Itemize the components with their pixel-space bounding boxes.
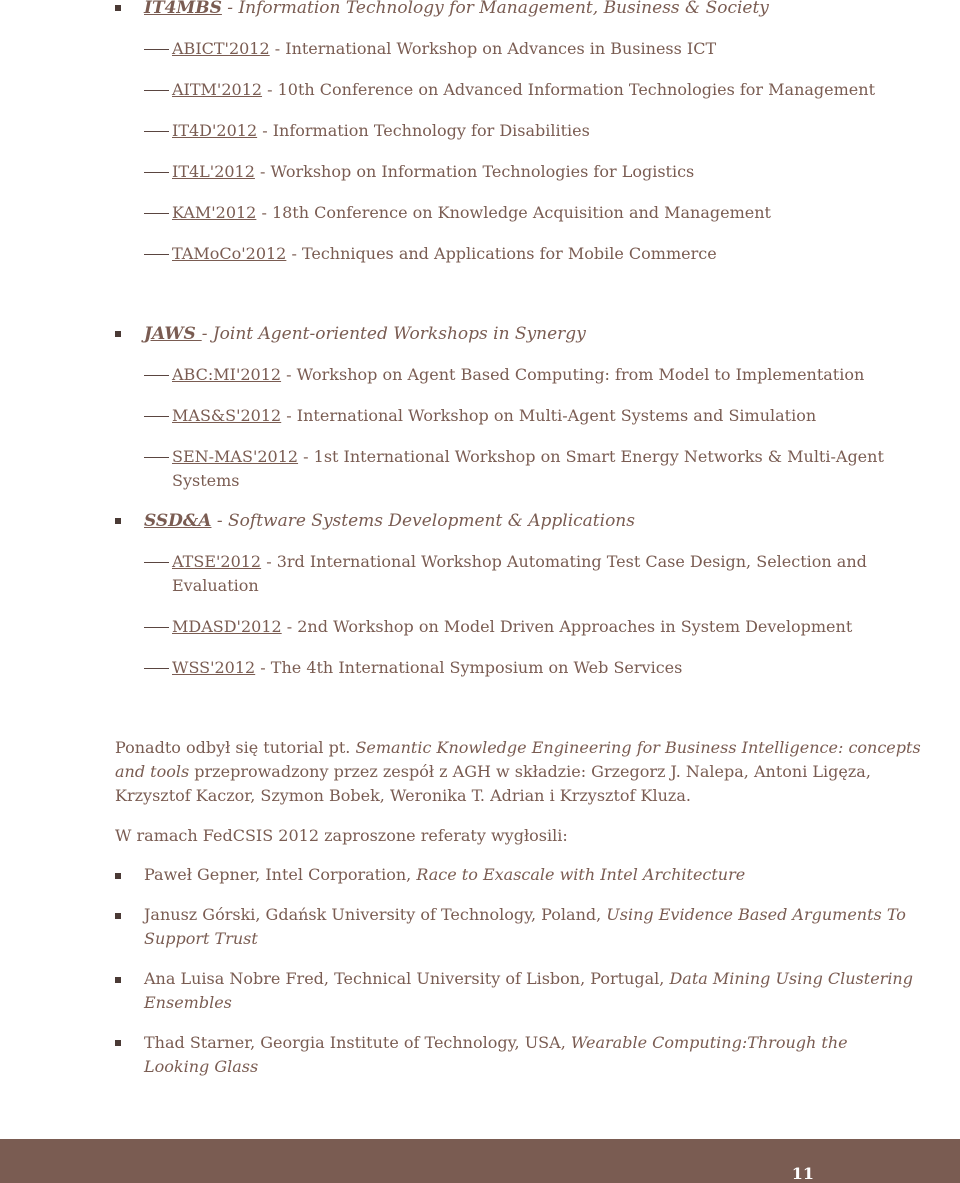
bullet-icon <box>115 518 121 524</box>
list-item <box>172 162 694 182</box>
workshop-description: - Techniques and Applications for Mobile Commerce <box>286 244 717 263</box>
workshop-code[interactable]: AITM'2012 <box>172 80 263 99</box>
invited-intro: W ramach FedCSIS 2012 zaproszone referaty wygłosili: <box>115 826 568 845</box>
workshop-description: - 3rd International Workshop Automating Test Case Design, Selection and <box>261 552 867 571</box>
list-item <box>172 406 816 426</box>
group-title-text: - Information Technology for Management, Business & Society <box>221 0 769 18</box>
group-title-ssda <box>144 511 635 531</box>
tutorial-text: Krzysztof Kaczor, Szymon Bobek, Weronika T. Adrian i Krzysztof Kluza. <box>115 786 691 805</box>
talk-title: Using Evidence Based Arguments To <box>606 905 906 924</box>
workshop-description: - Information Technology for Disabilities <box>257 121 590 140</box>
tutorial-text: przeprowadzony przez zespół z AGH w składzie: Grzegorz J. Nalepa, Antoni Ligęza, <box>189 762 871 781</box>
list-item <box>172 203 771 223</box>
workshop-code[interactable]: ABICT'2012 <box>172 39 270 58</box>
list-item <box>172 121 590 141</box>
workshop-code[interactable]: KAM'2012 <box>172 203 257 222</box>
workshop-code[interactable]: WSS'2012 <box>172 658 256 677</box>
list-item <box>172 80 875 100</box>
workshop-description: - Workshop on Information Technologies for Logistics <box>254 162 695 181</box>
speaker-item <box>144 1033 848 1053</box>
talk-title-cont: Looking Glass <box>144 1057 259 1076</box>
workshop-description-cont: Evaluation <box>172 576 259 595</box>
workshop-description: - International Workshop on Multi-Agent Systems and Simulation <box>281 406 817 425</box>
talk-title-cont: Support Trust <box>144 929 258 948</box>
talk-title: Wearable Computing:Through the <box>570 1033 848 1052</box>
dash-icon <box>144 254 169 255</box>
speaker-item <box>144 865 745 885</box>
speaker-name: Thad Starner, Georgia Institute of Technology, USA, <box>144 1033 571 1052</box>
list-item <box>172 447 884 467</box>
bullet-icon <box>115 977 121 983</box>
workshop-code[interactable]: ATSE'2012 <box>172 552 262 571</box>
workshop-description: - 1st International Workshop on Smart Energy Networks & Multi-Agent <box>298 447 884 466</box>
page-footer <box>0 1139 960 1183</box>
tutorial-text: Ponadto odbył się tutorial pt. <box>115 738 356 757</box>
list-item-continuation <box>172 471 240 491</box>
dash-icon <box>144 172 169 173</box>
workshop-code[interactable]: ABC:MI'2012 <box>172 365 282 384</box>
tutorial-title-cont: and tools <box>115 762 190 781</box>
workshop-code[interactable]: IT4D'2012 <box>172 121 258 140</box>
workshop-description: - International Workshop on Advances in Business ICT <box>269 39 717 58</box>
talk-title: Data Mining Using Clustering <box>669 969 913 988</box>
group-code[interactable]: IT4MBS <box>144 0 222 18</box>
dash-icon <box>144 375 169 376</box>
workshop-description: - 10th Conference on Advanced Information Technologies for Management <box>262 80 875 99</box>
tutorial-line-1 <box>115 738 921 758</box>
dash-icon <box>144 90 169 91</box>
speaker-name: Ana Luisa Nobre Fred, Technical University of Lisbon, Portugal, <box>144 969 670 988</box>
workshop-code[interactable]: MAS&S'2012 <box>172 406 282 425</box>
speaker-item <box>144 969 913 989</box>
workshop-code[interactable]: IT4L'2012 <box>172 162 255 181</box>
list-item <box>172 617 852 637</box>
group-title-text: - Joint Agent-oriented Workshops in Synergy <box>201 324 586 344</box>
workshop-code[interactable]: TAMoCo'2012 <box>172 244 287 263</box>
dash-icon <box>144 457 169 458</box>
group-title-text: - Software Systems Development & Applications <box>211 511 635 531</box>
workshop-code[interactable]: SEN-MAS'2012 <box>172 447 299 466</box>
group-code[interactable]: JAWS <box>144 324 202 344</box>
workshop-description: - Workshop on Agent Based Computing: from Model to Implementation <box>281 365 865 384</box>
speaker-name: Janusz Górski, Gdańsk University of Technology, Poland, <box>144 905 607 924</box>
page-number: 11 <box>791 1164 814 1183</box>
dash-icon <box>144 49 169 50</box>
dash-icon <box>144 416 169 417</box>
bullet-icon <box>115 873 121 879</box>
workshop-description: - The 4th International Symposium on Web Services <box>255 658 683 677</box>
dash-icon <box>144 131 169 132</box>
list-item <box>172 244 717 264</box>
group-title-it4mbs <box>144 0 769 18</box>
workshop-description: - 2nd Workshop on Model Driven Approaches in System Development <box>281 617 853 636</box>
list-item <box>172 552 867 572</box>
speaker-item <box>144 905 906 925</box>
dash-icon <box>144 562 169 563</box>
tutorial-line-2 <box>115 762 871 782</box>
tutorial-line-3 <box>115 786 691 806</box>
workshop-description: - 18th Conference on Knowledge Acquisition and Management <box>256 203 771 222</box>
talk-title-cont: Ensembles <box>144 993 232 1012</box>
group-title-jaws <box>144 324 586 344</box>
bullet-icon <box>115 331 121 337</box>
dash-icon <box>144 213 169 214</box>
workshop-code[interactable]: MDASD'2012 <box>172 617 282 636</box>
list-item <box>172 658 682 678</box>
tutorial-title: Semantic Knowledge Engineering for Business Intelligence: concepts <box>355 738 921 757</box>
workshop-description-cont: Systems <box>172 471 240 490</box>
bullet-icon <box>115 913 121 919</box>
list-item <box>172 365 864 385</box>
bullet-icon <box>115 1040 121 1046</box>
group-code[interactable]: SSD&A <box>144 511 212 531</box>
list-item <box>172 39 716 59</box>
bullet-icon <box>115 5 121 11</box>
list-item-continuation <box>172 576 259 596</box>
talk-title: Race to Exascale with Intel Architecture <box>416 865 746 884</box>
dash-icon <box>144 627 169 628</box>
speaker-name: Paweł Gepner, Intel Corporation, <box>144 865 417 884</box>
dash-icon <box>144 668 169 669</box>
